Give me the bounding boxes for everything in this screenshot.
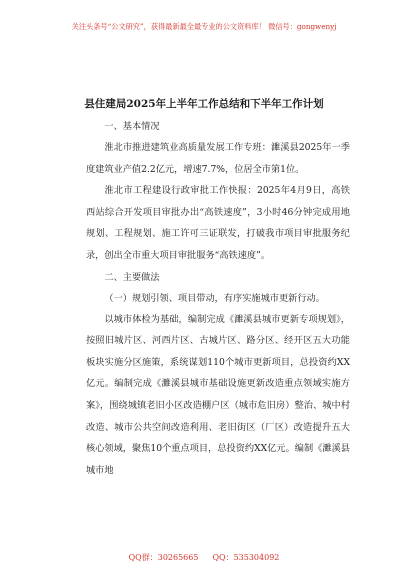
footer-qq: QQ：535304092 bbox=[212, 553, 280, 562]
footer bbox=[0, 552, 408, 563]
section-heading-basic: 一、基本情况 bbox=[104, 121, 160, 132]
top-banner: 关注头条号“公文研究”，获得最新最全最专业的公文资料库！ 微信号：gongwenyj bbox=[71, 22, 337, 31]
document-title: 县住建局2025年上半年工作总结和下半年工作计划 bbox=[84, 98, 324, 110]
paragraph: 淮北市推进建筑业高质量发展工作专班：濉溪县2025年一季度建筑业产值2.2亿元，增速7.7%，位居全市第1位。 bbox=[86, 142, 350, 175]
subsection-heading: （一）规划引领、项目带动，有序实施城市更新行动。 bbox=[104, 292, 325, 304]
paragraph: 淮北市工程建设行政审批工作快报：2025年4月9日，高铁西站综合开发项目审批办出“高铁速度”，3小时46分钟完成用地规划、工程规划、施工许可三证联发，打破我市项目审批服务纪录，创出全市重大项目审批服务“高铁速度”。 bbox=[86, 185, 350, 261]
footer-qq-group: QQ群：30265665 bbox=[128, 553, 199, 562]
paragraph: 以城市体检为基础，编制完成《濉溪县城市更新专项规划》，按照旧城片区、河西片区、古城片区、路分区、经开区五大功能板块实施分区施策，系统谋划110个城市更新项目，总投资约XX亿元。编制完成《濉溪县城市基础设施更新改造重点领域实施方案》，围绕城镇老旧小区改造棚户区（城市危旧房）整治、城中村改造、城市公共空间改造利用、老旧街区（厂区）改造提升五大核心领域，聚焦10个重点项目，总投资约XX亿元。编制《濉溪县城市地 bbox=[86, 313, 350, 476]
document-body bbox=[86, 116, 350, 481]
section-heading-methods: 二、主要做法 bbox=[104, 271, 160, 283]
